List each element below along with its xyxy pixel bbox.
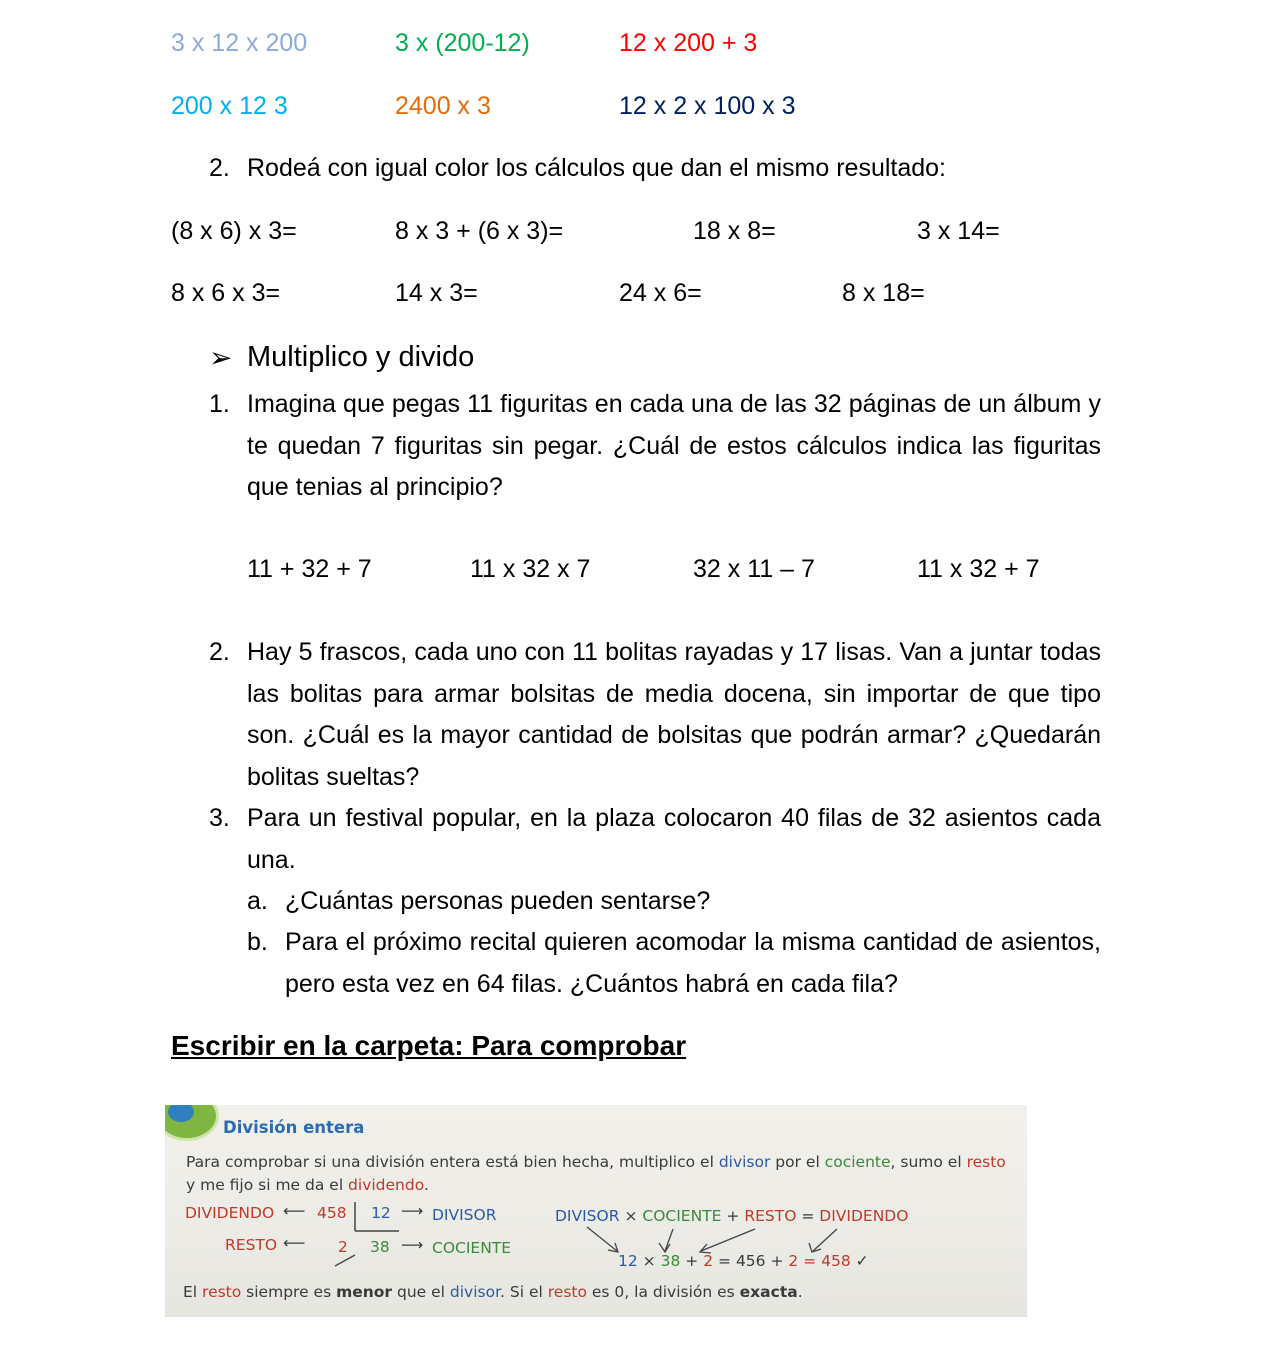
photo-line-1: Para comprobar si una división entera está bien hecha, multiplico el divisor por el cociente, sumo el resto [186, 1153, 1006, 1171]
calc-item: 24 x 6= [619, 279, 702, 307]
calc-item: 3 x 14= [917, 217, 1000, 245]
expression-1: 3 x 12 x 200 [171, 29, 308, 57]
problem-3a-letter: a. [247, 887, 268, 915]
problem-3b-text: Para el próximo recital quieren acomodar la misma cantidad de asientos, pero esta vez en 64 filas. ¿Cuántos habrá en cada fila? [285, 928, 1101, 998]
expression-2: 3 x (200-12) [395, 29, 530, 57]
problem-1-number: 1. [209, 390, 230, 418]
formula: DIVISOR × COCIENTE + RESTO = DIVIDENDO [555, 1207, 909, 1225]
carpeta-heading: Escribir en la carpeta: Para comprobar [171, 1030, 687, 1061]
option-item: 11 x 32 x 7 [470, 555, 591, 583]
arrow-head [659, 1243, 670, 1252]
calc-item: 18 x 8= [693, 217, 776, 245]
divisor-label: DIVISOR [432, 1206, 497, 1224]
dividendo-value: 458 [317, 1204, 347, 1222]
calc-item: 8 x 18= [842, 279, 925, 307]
problem-3b-letter: b. [247, 928, 268, 956]
option-item: 11 + 32 + 7 [247, 555, 372, 583]
calc-item: (8 x 6) x 3= [171, 217, 297, 245]
resto-stroke [335, 1255, 355, 1266]
calc-item: 8 x 3 + (6 x 3)= [395, 217, 564, 245]
calc-item: 8 x 6 x 3= [171, 279, 281, 307]
arrow-head [809, 1243, 821, 1252]
arrow-left-icon: ⟵ [283, 1202, 306, 1220]
cociente-label: COCIENTE [432, 1239, 512, 1257]
expression-3: 12 x 200 + 3 [619, 29, 758, 57]
problem-2-number: 2. [209, 638, 230, 666]
photo-strokes [165, 1105, 1027, 1317]
resto-value: 2 [338, 1238, 348, 1256]
arrow-stroke [665, 1229, 673, 1251]
dividendo-label: DIVIDENDO [185, 1204, 275, 1222]
problem-3a-text: ¿Cuántas personas pueden sentarse? [285, 887, 711, 915]
resto-label: RESTO [225, 1236, 278, 1254]
question-2-text: Rodeá con igual color los cálculos que dan el mismo resultado: [247, 154, 946, 182]
arrow-right-icon: ⟶ [401, 1236, 424, 1254]
photo-title: División entera [223, 1118, 365, 1137]
check-calculation: 12 × 38 + 2 = 456 + 2 = 458 ✓ [618, 1252, 869, 1270]
section-title: Multiplico y divido [247, 341, 475, 373]
calc-item: 14 x 3= [395, 279, 478, 307]
problem-2-text: Hay 5 frascos, cada uno con 11 bolitas rayadas y 17 lisas. Van a juntar todas las bolitas para armar bolsitas de media docena, sin importar de que tipo son. ¿Cuál es la mayor cantidad de bolsitas que podrán armar? ¿Quedarán bolitas sueltas? [247, 638, 1101, 791]
section-bullet-icon: ➢ [209, 342, 233, 373]
arrow-left-icon: ⟵ [283, 1234, 306, 1252]
arrow-stroke [587, 1227, 617, 1251]
arrow-right-icon: ⟶ [401, 1202, 424, 1220]
problem-3-text: Para un festival popular, en la plaza colocaron 40 filas de 32 asientos cada una. [247, 804, 1101, 874]
expression-6: 12 x 2 x 100 x 3 [619, 92, 796, 120]
question-2-number: 2. [209, 154, 230, 182]
expression-5: 2400 x 3 [395, 92, 491, 120]
photo-line-2: y me fijo si me da el dividendo. [186, 1176, 429, 1194]
arrow-stroke [701, 1229, 755, 1251]
option-item: 11 x 32 + 7 [917, 555, 1040, 583]
arrow-stroke [813, 1229, 837, 1251]
photo-footer: El resto siempre es menor que el divisor. Si el resto es 0, la división es exacta. [183, 1283, 803, 1301]
problem-3-number: 3. [209, 804, 230, 832]
cociente-value: 38 [370, 1238, 390, 1256]
division-photo [165, 1105, 1027, 1317]
divisor-value: 12 [371, 1204, 391, 1222]
option-item: 32 x 11 – 7 [693, 555, 815, 583]
expression-4: 200 x 12 3 [171, 92, 288, 120]
problem-1-text: Imagina que pegas 11 figuritas en cada una de las 32 páginas de un álbum y te quedan 7 figuritas sin pegar. ¿Cuál de estos cálculos indica las figuritas que tenias al principio? [247, 390, 1101, 501]
check-icon: ✓ [855, 1252, 869, 1270]
